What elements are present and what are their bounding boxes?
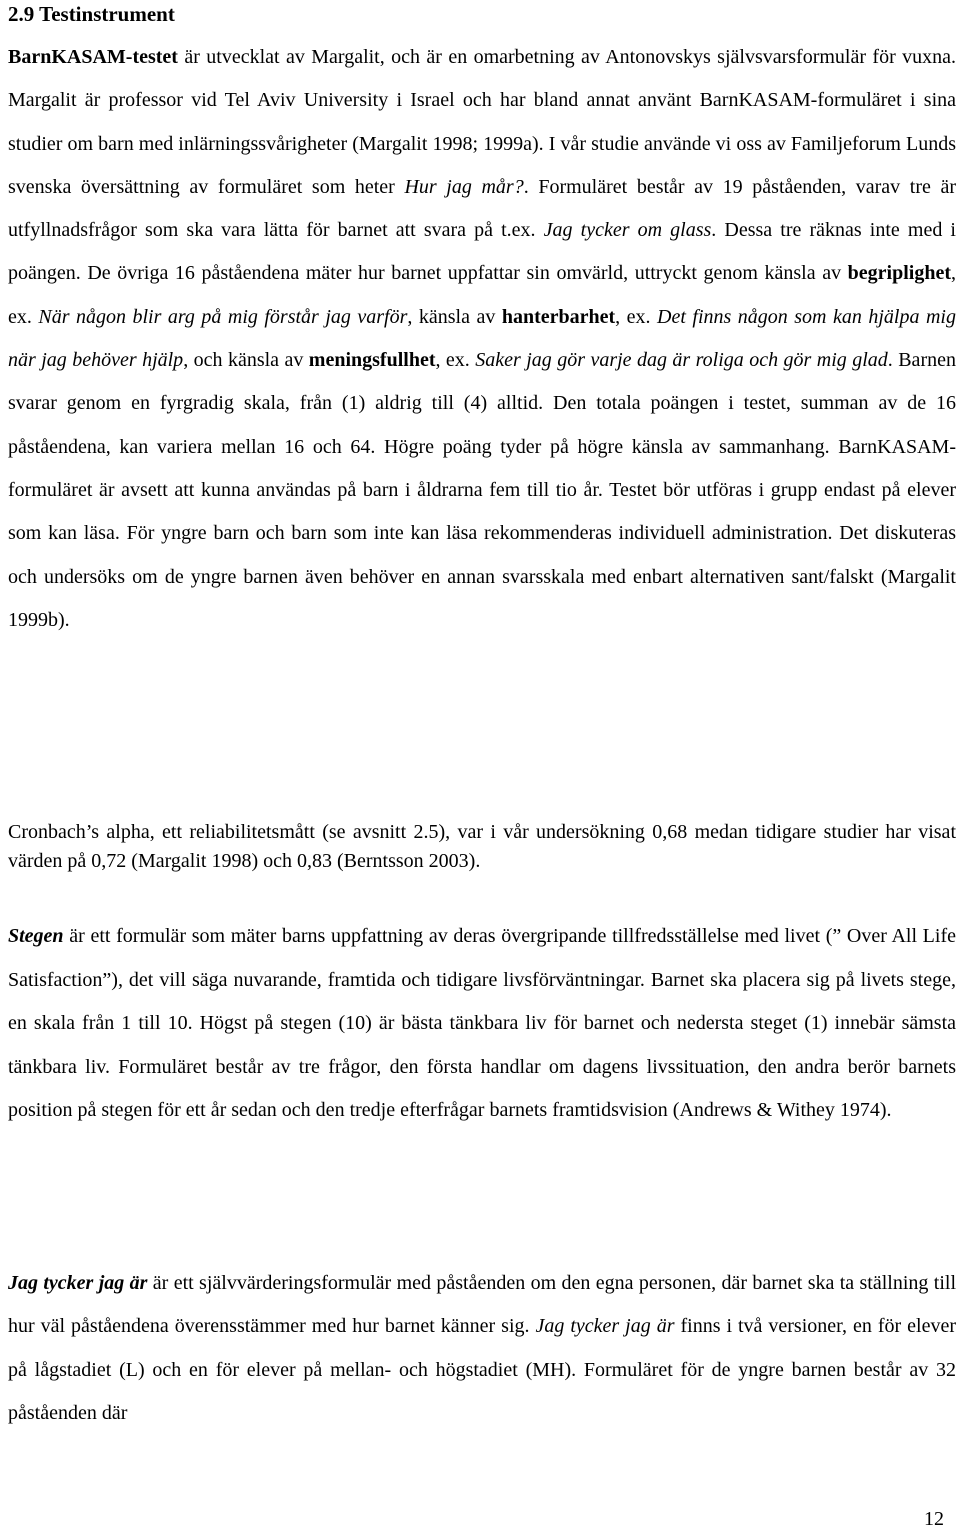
section-heading: 2.9 Testinstrument: [8, 2, 175, 26]
text-span: är ett formulär som mäter barns uppfattning av deras övergripande tillfredsställelse med livet (” Over All Life Satisfaction”), det vill säga nuvarande, framtida och tidigare livsförväntningar. Barnet ska placera sig på livets stege, en skala från 1 till 10. Högst på stegen (10) är bästa tänkbara liv för barnet och nedersta steget (1) innebär sämsta tänkbara liv. Formuläret består av tre frågor, den första handlar om dagens livssituation, den andra berör barnets position på stegen för ett år sedan och den tredje efterfrågar barnets framtidsvision (Andrews & Withey 1974).: [8, 925, 956, 1121]
term-barnkasam: BarnKASAM-testet: [8, 46, 178, 68]
text-span: , ex.: [435, 349, 476, 372]
term-jag-tycker-jag-ar: Jag tycker jag är: [8, 1272, 148, 1294]
text-span: är utvecklat av Margalit, och är en omarbetning av Antonovskys självsvarsformulär för vuxna. Margalit är professor vid Tel Aviv University i Israel och har bland annat använt BarnKASAM-formuläret i sina studier om barn med inlärningssvårigheter (Margalit 1998; 1999a). I vår studie använde vi oss av Familjeforum Lunds svenska översättning av formuläret som heter: [8, 46, 956, 198]
term-begriplighet: begriplighet: [847, 262, 951, 285]
example-3: Det finns någon som kan hjälpa mig när jag behöver hjälp: [8, 305, 956, 372]
example-1: Jag tycker om glass: [543, 219, 712, 242]
text-span: . Barnen svarar genom en fyrgradig skala, från (1) aldrig till (4) alltid. Den totala poängen i testet, summan av de 16 påståendena, kan variera mellan 16 och 64. Högre poäng tyder på högre känsla av sammanhang. BarnKASAM-formuläret är avsett att kunna användas på barn i åldrarna fem till tio år. Testet bör utföras i grupp endast på elever som kan läsa. För yngre barn och barn som inte kan läsa rekommenderas individuell administration. Det diskuteras och undersöks om de yngre barnen även behöver en annan svarsskala med enbart alternativen sant/falskt (Margalit 1999b).: [8, 349, 956, 631]
term-hanterbarhet: hanterbarhet: [501, 305, 616, 328]
text-span: är ett självvärderingsformulär med påståenden om den egna personen, där barnet ska ta ställning till hur väl påståendena överensstämmer med hur barnet känner sig.: [8, 1272, 956, 1338]
example-4: Saker jag gör varje dag är roliga och gör mig glad: [475, 349, 888, 372]
text-span: , känsla av: [407, 305, 502, 328]
paragraph-barnkasam: [8, 36, 956, 642]
term-jag-tycker-jag-ar-repeat: Jag tycker jag är: [535, 1315, 675, 1338]
paragraph-cronbach: Cronbach’s alpha, ett reliabilitetsmått (se avsnitt 2.5), var i vår undersökning 0,68 medan tidigare studier har visat värden på 0,72 (Margalit 1998) och 0,83 (Berntsson 2003).: [8, 821, 956, 872]
text-span: finns i två versioner, en för elever på lågstadiet (L) och en för elever på mellan- och högstadiet (MH). Formuläret för de yngre barnen består av 32 påståenden där: [8, 1315, 956, 1424]
form-title: Hur jag mår?: [404, 175, 524, 198]
paragraph-jag-tycker: [8, 1262, 956, 1435]
paragraph-stegen: [8, 915, 956, 1133]
example-2: När någon blir arg på mig förstår jag varför: [38, 305, 408, 328]
text-span: , ex.: [615, 305, 658, 328]
page-number: 12: [924, 1508, 944, 1530]
text-span: , och känsla av: [183, 349, 309, 372]
text-span: , ex.: [8, 262, 956, 328]
term-stegen: Stegen: [8, 925, 64, 947]
text-span: . Dessa tre räknas inte med i poängen. De övriga 16 påståendena mäter hur barnet uppfattar sin omvärld, uttryckt genom känsla av: [8, 219, 956, 285]
term-meningsfullhet: meningsfullhet: [308, 349, 436, 372]
text-span: . Formuläret består av 19 påståenden, varav tre är utfyllnadsfrågor som ska vara lätta för barnet att svara på t.ex.: [8, 175, 957, 242]
